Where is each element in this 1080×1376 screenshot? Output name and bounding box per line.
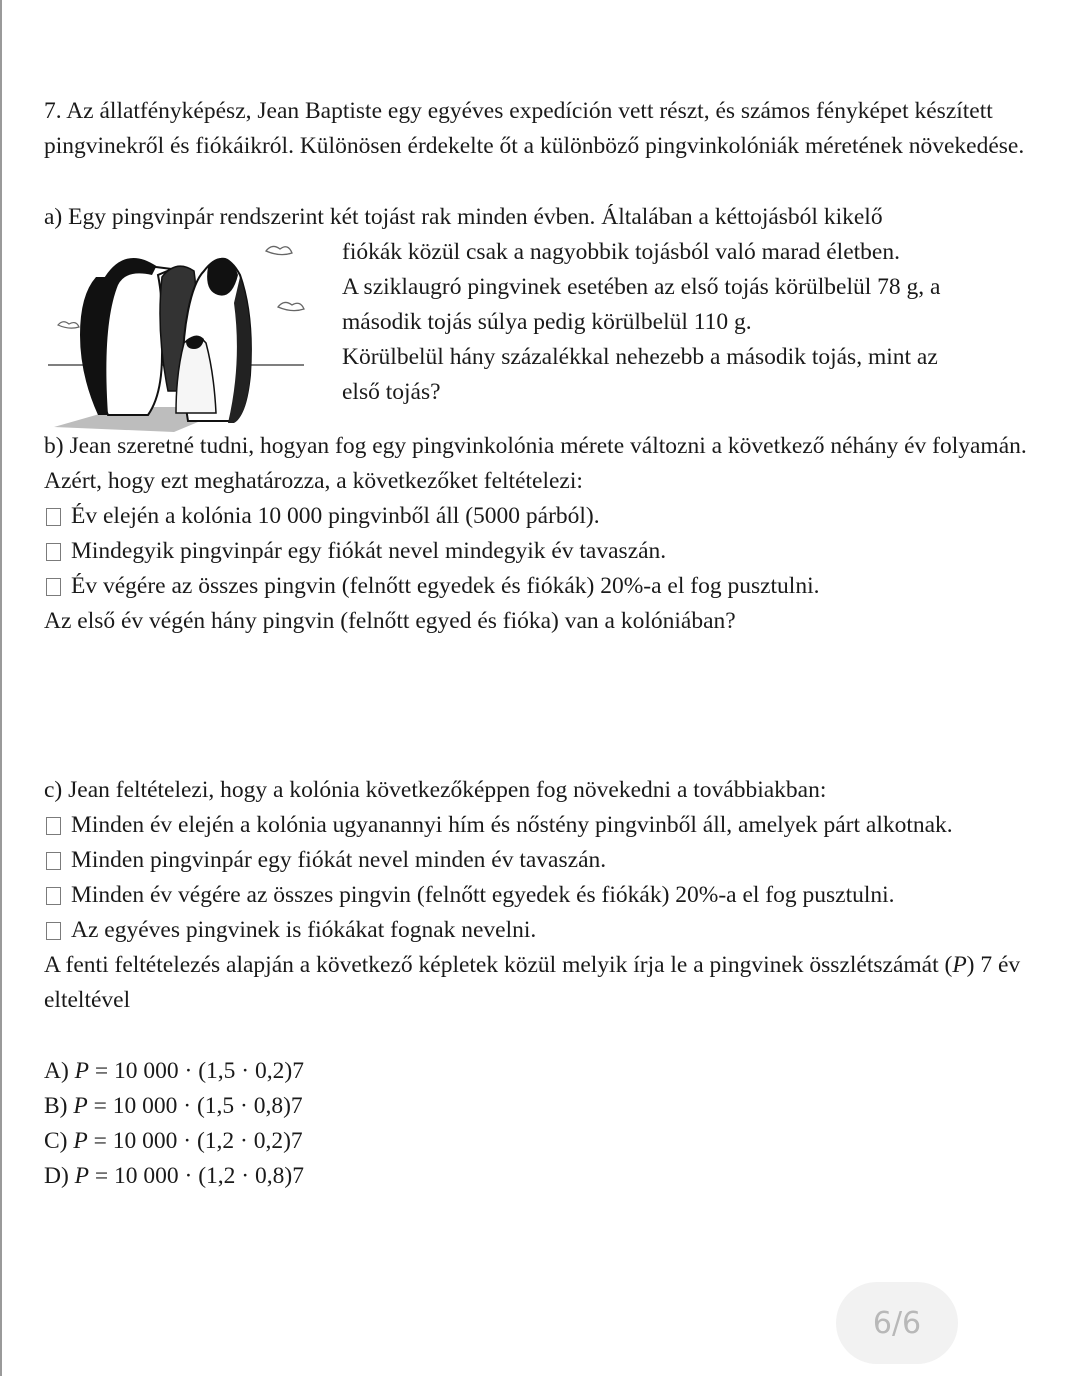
part-c-bullet: Minden év végére az összes pingvin (felnőtt egyedek és fiókák) 20%-a el fog pusztulni. [44, 878, 1054, 913]
answer-option-a: A) P = 10 000 · (1,5 · 0,2)7 [44, 1058, 304, 1084]
bullet-box-icon [46, 852, 61, 870]
part-b-lead: b) Jean szeretné tudni, hogyan fog egy pingvinkolónia mérete változni a következő néhány év folyamán. Azért, hogy ezt meghatározza, a következőket feltételezi: [44, 433, 1027, 494]
bullet-box-icon [46, 543, 61, 561]
part-a-line: első tojás? [342, 379, 441, 405]
answer-option-b: B) P = 10 000 · (1,5 · 0,8)7 [44, 1093, 303, 1119]
part-a [44, 200, 1054, 432]
part-c-bullet: Minden pingvinpár egy fiókát nevel minden év tavaszán. [44, 843, 1054, 878]
part-a-line: második tojás súlya pedig körülbelül 110 g. [342, 309, 752, 335]
part-c-question: A fenti feltételezés alapján a következő képletek közül melyik írja le a pingvinek összlétszámát (P) 7 év elteltével [44, 952, 1021, 1013]
bullet-box-icon [46, 922, 61, 940]
part-c-lead: c) Jean feltételezi, hogy a kolónia következőképpen fog növekedni a továbbiakban: [44, 777, 827, 803]
part-a-line: Körülbelül hány százalékkal nehezebb a második tojás, mint az [342, 344, 938, 370]
part-a-line: A sziklaugró pingvinek esetében az első tojás körülbelül 78 g, a [342, 274, 941, 300]
left-page-border [0, 0, 2, 1376]
bullet-box-icon [46, 817, 61, 835]
part-b-bullet: Év elején a kolónia 10 000 pingvinből áll (5000 párból). [44, 499, 1054, 534]
penguin-illustration [44, 237, 334, 432]
bullet-box-icon [46, 578, 61, 596]
bullet-box-icon [46, 887, 61, 905]
bullet-box-icon [46, 508, 61, 526]
page-indicator[interactable]: 6/6 [836, 1282, 958, 1364]
part-b [44, 429, 1054, 639]
part-c-bullet: Minden év elején a kolónia ugyanannyi hím és nőstény pingvinből áll, amelyek párt alkotnak. [44, 808, 1054, 843]
problem-intro: 7. Az állatfényképész, Jean Baptiste egy egyéves expedíción vett részt, és számos fényképet készített pingvinekről és fiókáikról. Különösen érdekelte őt a különböző pingvinkolóniák méretének növekedése. [44, 98, 1025, 159]
part-a-text [334, 235, 940, 432]
part-c [44, 773, 1054, 1194]
part-a-first-line: a) Egy pingvinpár rendszerint két tojást rak minden évben. Általában a kéttojásból kikelő [44, 204, 883, 230]
answer-option-d: D) P = 10 000 · (1,2 · 0,8)7 [44, 1163, 304, 1189]
part-a-line: fiókák közül csak a nagyobbik tojásból való marad életben. [342, 239, 900, 265]
part-b-bullet: Év végére az összes pingvin (felnőtt egyedek és fiókák) 20%-a el fog pusztulni. [44, 569, 1054, 604]
part-b-bullet: Mindegyik pingvinpár egy fiókát nevel mindegyik év tavaszán. [44, 534, 1054, 569]
part-b-question: Az első év végén hány pingvin (felnőtt egyed és fióka) van a kolóniában? [44, 608, 736, 634]
part-c-bullet: Az egyéves pingvinek is fiókákat fognak nevelni. [44, 913, 1054, 948]
document-page [44, 94, 1054, 1194]
answer-option-c: C) P = 10 000 · (1,2 · 0,2)7 [44, 1128, 303, 1154]
